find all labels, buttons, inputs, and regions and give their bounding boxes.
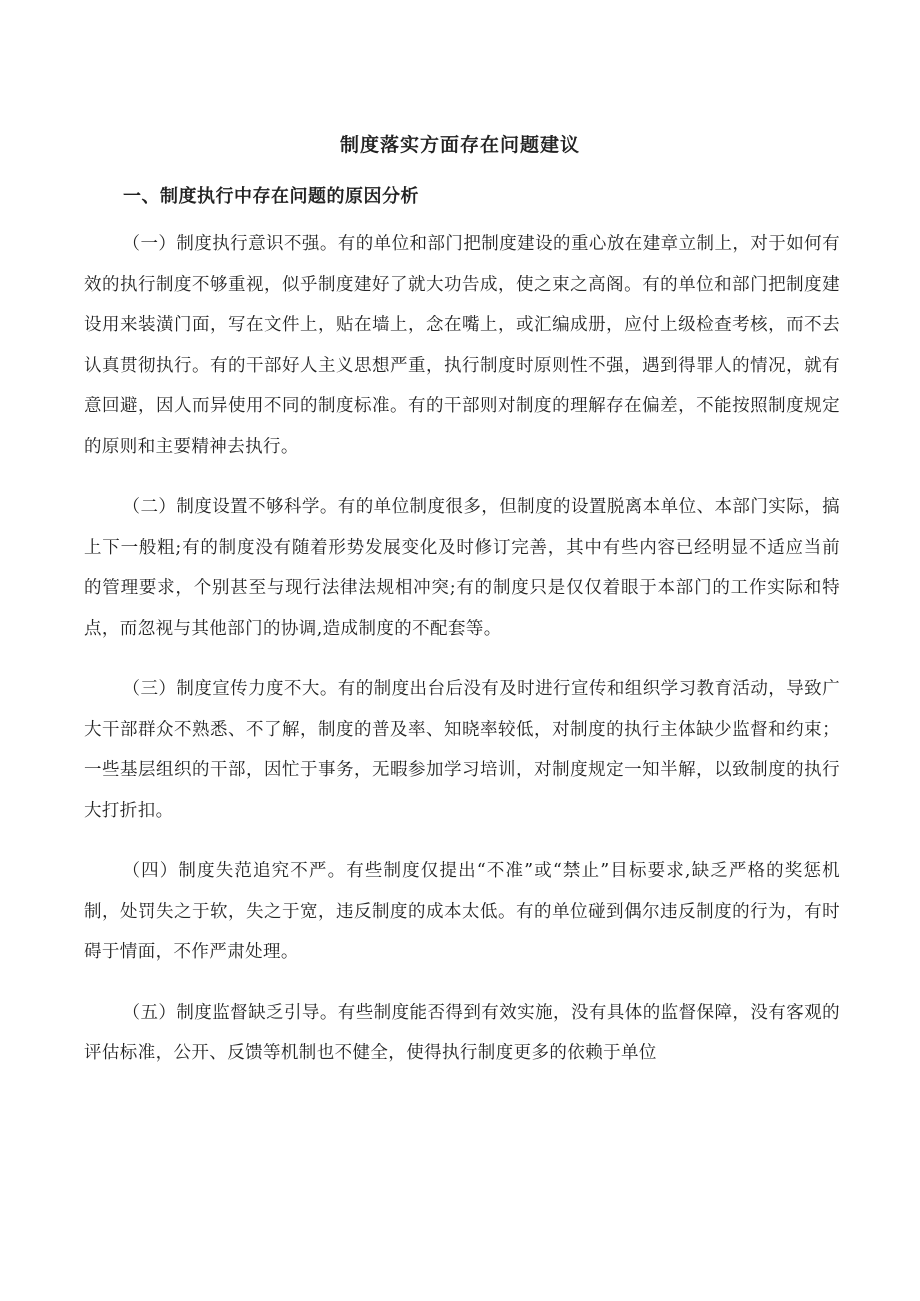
paragraph-3: （三）制度宣传力度不大。有的制度出台后没有及时进行宣传和组织学习教育活动，导致广大干部群众不熟悉、不了解，制度的普及率、知晓率较低，对制度的执行主体缺少监督和约束；一些基层组织的干部，因忙于事务，无暇参加学习培训，对制度规定一知半解，以致制度的执行大打折扣。 (84, 679, 840, 821)
paragraph-2: （二）制度设置不够科学。有的单位制度很多，但制度的设置脱离本单位、本部门实际，搞上下一般粗;有的制度没有随着形势发展变化及时修订完善，其中有些内容已经明显不适应当前的管理要求，个别甚至与现行法律法规相冲突;有的制度只是仅仅着眼于本部门的工作实际和特点，而忽视与其他部门的协调,造成制度的不配套等。 (84, 497, 840, 639)
document-body (84, 224, 840, 1094)
document-title: 制度落实方面存在问题建议 (339, 134, 580, 156)
section-heading: 一、制度执行中存在问题的原因分析 (123, 186, 419, 207)
paragraph-1: （一）制度执行意识不强。有的单位和部门把制度建设的重心放在建章立制上，对于如何有效的执行制度不够重视，似乎制度建好了就大功告成，使之束之高阁。有的单位和部门把制度建设用来装潢门面，写在文件上，贴在墙上，念在嘴上，或汇编成册，应付上级检查考核，而不去认真贯彻执行。有的干部好人主义思想严重，执行制度时原则性不强，遇到得罪人的情况，就有意回避，因人而异使用不同的制度标准。有的干部则对制度的理解存在偏差，不能按照制度规定的原则和主要精神去执行。 (84, 234, 840, 457)
paragraph-5: （五）制度监督缺乏引导。有些制度能否得到有效实施，没有具体的监督保障，没有客观的评估标准，公开、反馈等机制也不健全，使得执行制度更多的依赖于单位 (84, 1002, 840, 1063)
paragraph-4: （四）制度失范追究不严。有些制度仅提出“不准”或“禁止”目标要求,缺乏严格的奖惩机制，处罚失之于软，失之于宽，违反制度的成本太低。有的单位碰到偶尔违反制度的行为，有时碍于情面，不作严肃处理。 (84, 861, 840, 962)
